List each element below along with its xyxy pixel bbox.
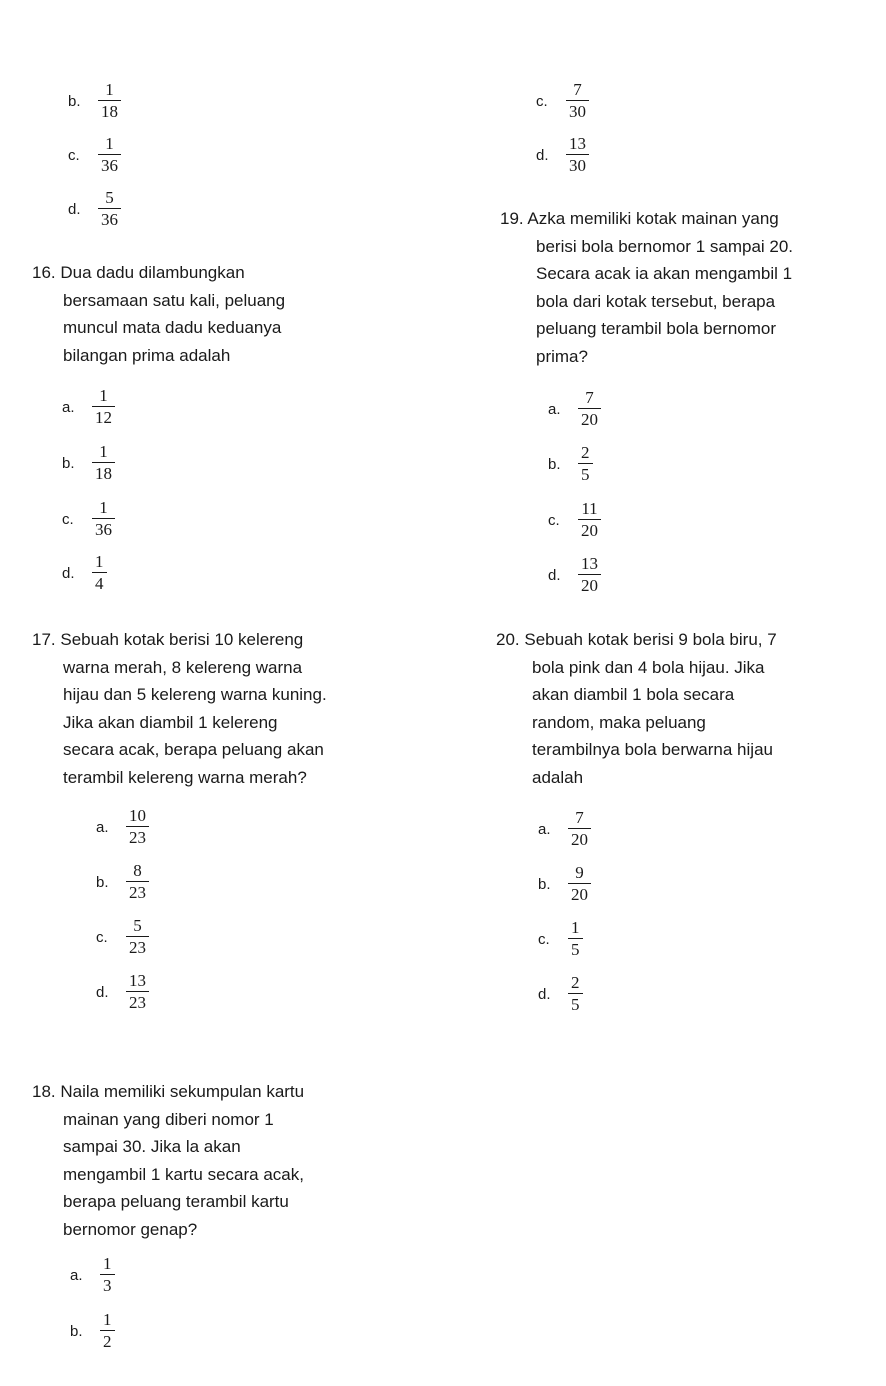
question-19-text — [500, 205, 793, 371]
option-d — [62, 544, 107, 600]
question-line: akan diambil 1 bola secara — [532, 685, 735, 705]
option-fraction — [578, 500, 601, 539]
option-fraction — [566, 81, 589, 120]
numerator: 9 — [575, 862, 584, 882]
option-fraction — [98, 135, 121, 174]
denominator: 18 — [92, 462, 115, 482]
option-fraction — [578, 389, 601, 428]
numerator: 13 — [129, 970, 146, 990]
option-a — [96, 798, 149, 854]
option-letter: a. — [548, 400, 561, 418]
option-letter: c. — [96, 928, 108, 946]
denominator: 20 — [578, 574, 601, 594]
option-c — [68, 126, 121, 182]
numerator: 1 — [99, 385, 108, 405]
question-line: Jika akan diambil 1 kelereng — [63, 712, 278, 732]
question-line: bilangan prima adalah — [63, 345, 231, 365]
question-line: Secara acak ia akan mengambil 1 — [536, 264, 793, 284]
option-fraction — [126, 917, 149, 956]
question-line: 18. Naila memiliki sekumpulan kartu — [32, 1082, 305, 1101]
option-letter: d. — [68, 200, 81, 218]
denominator: 5 — [578, 463, 593, 483]
option-fraction — [92, 553, 107, 592]
option-b — [548, 435, 593, 491]
numerator: 7 — [573, 79, 582, 99]
question-line: 19. Azka memiliki kotak mainan yang — [500, 209, 779, 228]
option-c — [96, 908, 149, 964]
question-line: mainan yang diberi nomor 1 — [63, 1109, 274, 1129]
option-fraction — [126, 862, 149, 901]
numerator: 11 — [581, 498, 598, 518]
denominator: 20 — [578, 408, 601, 428]
option-fraction — [566, 135, 589, 174]
option-letter: a. — [538, 820, 551, 838]
option-letter: c. — [538, 930, 550, 948]
numerator: 5 — [105, 187, 114, 207]
numerator: 2 — [571, 972, 580, 992]
option-letter: d. — [536, 146, 549, 164]
option-fraction — [98, 81, 121, 120]
option-letter: a. — [62, 398, 75, 416]
question-line: berisi bola bernomor 1 sampai 20. — [536, 236, 794, 256]
question-line: random, maka peluang — [532, 712, 706, 732]
question-line: 20. Sebuah kotak berisi 9 bola biru, 7 — [496, 630, 777, 649]
option-d — [538, 965, 583, 1021]
option-letter: d. — [548, 566, 561, 584]
numerator: 8 — [133, 860, 142, 880]
option-c — [548, 491, 601, 547]
question-line: terambilnya bola berwarna hijau — [532, 740, 773, 760]
denominator: 20 — [578, 519, 601, 539]
question-line: terambil kelereng warna merah? — [63, 767, 307, 787]
numerator: 7 — [585, 387, 594, 407]
option-letter: d. — [96, 983, 109, 1001]
numerator: 13 — [569, 133, 586, 153]
option-fraction — [126, 972, 149, 1011]
option-b — [62, 434, 115, 490]
numerator: 1 — [95, 551, 104, 571]
question-line: hijau dan 5 kelereng warna kuning. — [63, 685, 327, 705]
option-letter: c. — [548, 511, 560, 529]
option-d — [68, 180, 121, 236]
option-letter: b. — [96, 873, 109, 891]
denominator: 18 — [98, 100, 121, 120]
denominator: 36 — [98, 154, 121, 174]
option-fraction — [92, 499, 115, 538]
option-fraction — [568, 864, 591, 903]
option-fraction — [100, 1311, 115, 1350]
option-fraction — [92, 387, 115, 426]
option-d — [548, 546, 601, 602]
question-line: warna merah, 8 kelereng warna — [63, 657, 303, 677]
numerator: 1 — [103, 1309, 112, 1329]
option-letter: b. — [548, 455, 561, 473]
numerator: 1 — [99, 441, 108, 461]
option-fraction — [578, 555, 601, 594]
question-line: bola dari kotak tersebut, berapa — [536, 291, 776, 311]
question-line: bola pink dan 4 bola hijau. Jika — [532, 657, 765, 677]
option-a — [70, 1246, 115, 1302]
question-line: peluang terambil bola bernomor — [536, 319, 777, 339]
option-letter: b. — [70, 1322, 83, 1340]
denominator: 5 — [568, 938, 583, 958]
numerator: 13 — [581, 553, 598, 573]
option-c — [62, 490, 115, 546]
option-fraction — [92, 443, 115, 482]
numerator: 1 — [105, 79, 114, 99]
option-b — [70, 1302, 115, 1358]
denominator: 23 — [126, 881, 149, 901]
option-c — [536, 72, 589, 128]
denominator: 5 — [568, 993, 583, 1013]
question-line: berapa peluang terambil kartu — [63, 1192, 289, 1212]
question-16-text — [32, 259, 285, 369]
option-letter: d. — [538, 985, 551, 1003]
numerator: 5 — [133, 915, 142, 935]
option-letter: b. — [538, 875, 551, 893]
option-fraction — [568, 809, 591, 848]
option-fraction — [568, 919, 583, 958]
question-17-text — [32, 626, 327, 792]
question-line: mengambil 1 kartu secara acak, — [63, 1164, 304, 1184]
option-c — [538, 910, 583, 966]
option-d — [96, 963, 149, 1019]
denominator: 4 — [92, 572, 107, 592]
question-line: adalah — [532, 767, 584, 787]
option-a — [548, 380, 601, 436]
option-fraction — [100, 1255, 115, 1294]
option-letter: b. — [62, 454, 75, 472]
option-letter: c. — [62, 510, 74, 528]
question-20-text — [496, 626, 777, 792]
denominator: 30 — [566, 154, 589, 174]
denominator: 36 — [92, 518, 115, 538]
denominator: 23 — [126, 991, 149, 1011]
denominator: 20 — [568, 828, 591, 848]
denominator: 30 — [566, 100, 589, 120]
option-a — [538, 800, 591, 856]
option-d — [536, 126, 589, 182]
denominator: 36 — [98, 208, 121, 228]
question-line: 17. Sebuah kotak berisi 10 kelereng — [32, 630, 304, 649]
question-line: bersamaan satu kali, peluang — [63, 290, 286, 310]
option-letter: c. — [68, 146, 80, 164]
numerator: 10 — [129, 805, 146, 825]
question-line: bernomor genap? — [63, 1219, 198, 1239]
numerator: 1 — [103, 1253, 112, 1273]
denominator: 3 — [100, 1274, 115, 1294]
question-line: muncul mata dadu keduanya — [63, 318, 282, 338]
denominator: 12 — [92, 406, 115, 426]
numerator: 2 — [581, 442, 590, 462]
numerator: 7 — [575, 807, 584, 827]
option-b — [538, 855, 591, 911]
option-b — [96, 853, 149, 909]
option-a — [62, 378, 115, 434]
option-fraction — [578, 444, 593, 483]
option-letter: d. — [62, 564, 75, 582]
question-18-text — [32, 1078, 304, 1244]
option-fraction — [98, 189, 121, 228]
denominator: 20 — [568, 883, 591, 903]
numerator: 1 — [105, 133, 114, 153]
question-line: 16. Dua dadu dilambungkan — [32, 263, 245, 282]
question-line: secara acak, berapa peluang akan — [63, 740, 324, 760]
numerator: 1 — [99, 497, 108, 517]
option-letter: c. — [536, 92, 548, 110]
denominator: 23 — [126, 826, 149, 846]
option-letter: a. — [96, 818, 109, 836]
option-letter: b. — [68, 92, 81, 110]
option-letter: a. — [70, 1266, 83, 1284]
option-b — [68, 72, 121, 128]
option-fraction — [126, 807, 149, 846]
option-fraction — [568, 974, 583, 1013]
denominator: 23 — [126, 936, 149, 956]
denominator: 2 — [100, 1330, 115, 1350]
numerator: 1 — [571, 917, 580, 937]
question-line: sampai 30. Jika la akan — [63, 1137, 241, 1157]
question-line: prima? — [536, 346, 588, 366]
